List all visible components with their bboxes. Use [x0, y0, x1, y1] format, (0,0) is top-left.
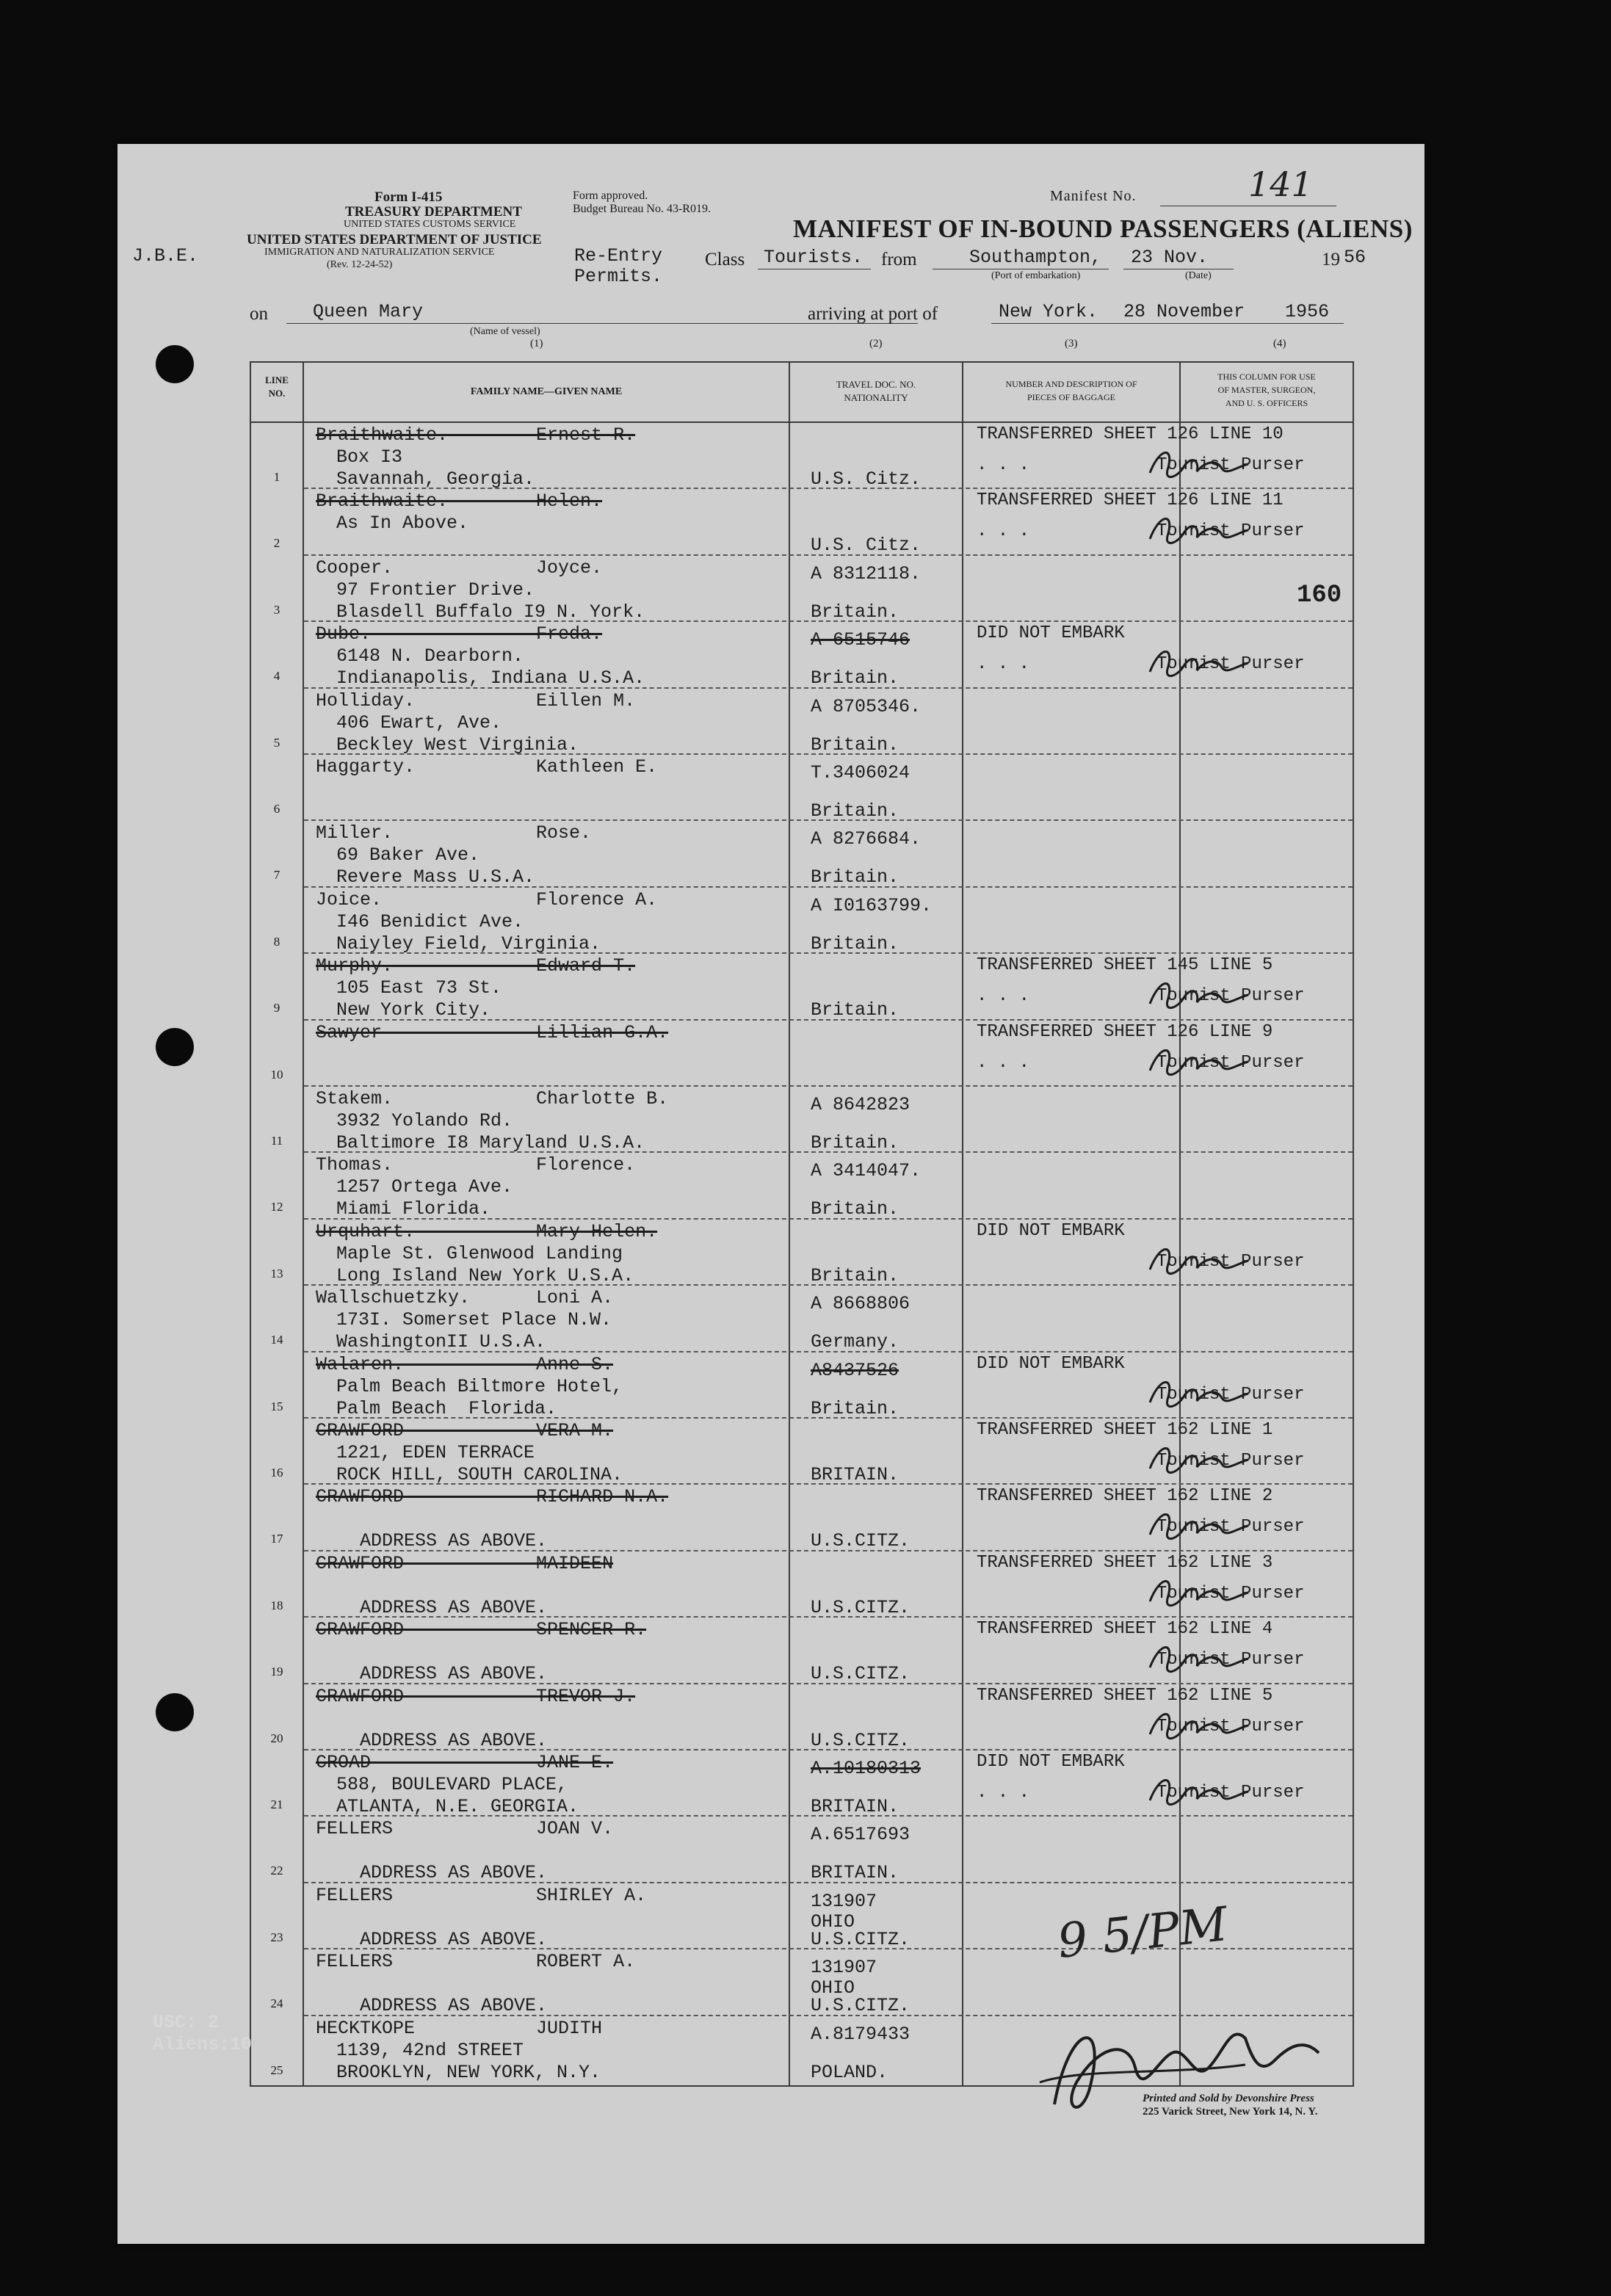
nationality: U.S.CITZ. — [811, 1928, 911, 1950]
passenger-name: HECKTKOPE JUDITH — [316, 2017, 603, 2039]
travel-doc-number: 131907 — [811, 1890, 877, 1912]
passenger-address-line1: 3932 Yolando Rd. — [336, 1110, 513, 1131]
passenger-address-line2: BROOKLYN, NEW YORK, N.Y. — [336, 2061, 601, 2083]
purser-initials-icon — [1145, 640, 1256, 691]
nationality: Britain. — [811, 1397, 899, 1419]
purser-initials-icon — [1145, 1569, 1256, 1620]
nationality: Britain. — [811, 866, 899, 888]
usc-count: USC: 2 — [153, 2012, 220, 2033]
passenger-address-line2: ADDRESS AS ABOVE. — [360, 1729, 548, 1751]
travel-doc-number: A 3414047. — [811, 1160, 922, 1182]
passenger-address-line2: ADDRESS AS ABOVE. — [360, 1995, 548, 2017]
purser-note: Tourist Purser — [977, 1583, 1305, 1604]
purser-initials-icon — [1145, 1370, 1256, 1422]
passenger-address-line2: WashingtonII U.S.A. — [336, 1331, 546, 1353]
arriving-label: arriving at port of — [808, 304, 938, 324]
line-number: 22 — [270, 1864, 283, 1878]
nationality: BRITAIN. — [811, 1796, 899, 1817]
col3-number: (3) — [1065, 338, 1078, 350]
passenger-name: Stakem. Charlotte B. — [316, 1088, 669, 1109]
baggage-status: TRANSFERRED SHEET 162 LINE 4 — [977, 1619, 1273, 1640]
family-name-header: FAMILY NAME—GIVEN NAME — [470, 386, 623, 397]
passenger-address-line2: Baltimore I8 Maryland U.S.A. — [336, 1132, 645, 1154]
line-number: 6 — [273, 802, 280, 816]
initials: J.B.E. — [132, 245, 199, 267]
row-divider — [304, 1882, 1353, 1883]
line-number: 17 — [270, 1532, 283, 1546]
col2-number: (2) — [869, 338, 883, 350]
purser-note: Tourist Purser — [977, 1716, 1305, 1737]
passenger-address-line1: 69 Baker Ave. — [336, 844, 480, 866]
passenger-name: Holliday. Eillen M. — [316, 689, 636, 711]
passenger-name: CRAWFORD VERA M. — [316, 1420, 614, 1441]
passenger-address-line1: 173I. Somerset Place N.W. — [336, 1309, 612, 1331]
passenger-address-line1: 406 Ewart, Ave. — [336, 711, 502, 734]
passenger-address-line1: 97 Frontier Drive. — [336, 579, 535, 601]
purser-initials-icon — [1145, 507, 1256, 558]
embark-caption: (Port of embarkation) — [991, 270, 1081, 281]
nationality: Germany. — [811, 1331, 899, 1353]
line-no-header1: LINE — [265, 374, 289, 385]
row-divider — [304, 1019, 1353, 1021]
travel-doc-number: A8437526 — [811, 1359, 899, 1381]
purser-initials-icon — [1145, 1702, 1256, 1753]
travel-doc-number: A.8179433 — [811, 2023, 911, 2045]
line-number: 24 — [270, 1996, 283, 2011]
nationality: U.S.CITZ. — [811, 1995, 911, 2017]
passenger-address-line1: Box I3 — [336, 446, 403, 468]
nationality: Britain. — [811, 667, 899, 689]
passenger-name: Braithwaite. Ernest R. — [316, 424, 636, 446]
line-no-header2: NO. — [268, 388, 286, 399]
printer-line1: Printed and Sold by Devonshire Press — [1143, 2093, 1314, 2104]
nationality: U.S. Citz. — [811, 535, 922, 557]
nationality: Britain. — [811, 734, 899, 756]
nationality: POLAND. — [811, 2061, 888, 2083]
passenger-name: Joice. Florence A. — [316, 888, 658, 910]
purser-note: . . . Tourist Purser — [977, 986, 1305, 1007]
date-caption: (Date) — [1185, 270, 1212, 281]
purser-note: Tourist Purser — [977, 1517, 1305, 1538]
officers-header2: OF MASTER, SURGEON, — [1217, 385, 1316, 395]
passenger-name: Dube. Freda. — [316, 623, 603, 645]
passenger-address-line1: 1257 Ortega Ave. — [336, 1176, 513, 1198]
purser-note: . . . Tourist Purser — [977, 654, 1305, 675]
travel-doc-number: A.10180313 — [811, 1758, 922, 1779]
passenger-address-line2: Palm Beach Florida. — [336, 1397, 557, 1419]
travel-doc-number: A 6515746 — [811, 629, 911, 651]
nationality: U.S.CITZ. — [811, 1596, 911, 1618]
form-number: Form I-415 — [374, 189, 443, 205]
passenger-name: Murphy. Edward T. — [316, 955, 636, 977]
line-number: 8 — [273, 934, 280, 949]
vessel-name: Queen Mary — [313, 301, 424, 322]
passenger-address-line2: Blasdell Buffalo I9 N. York. — [336, 601, 645, 623]
passenger-address-line2: ADDRESS AS ABOVE. — [360, 1663, 548, 1685]
baggage-status: DID NOT EMBARK — [977, 1220, 1125, 1241]
purser-initials-icon — [1145, 441, 1256, 492]
passenger-address-line2: ADDRESS AS ABOVE. — [360, 1596, 548, 1618]
col1-number: (1) — [530, 338, 543, 350]
line-number: 13 — [270, 1266, 283, 1281]
travel-doc-number: 131907 — [811, 1957, 877, 1979]
officers-header1: THIS COLUMN FOR USE — [1217, 372, 1316, 382]
passenger-address-line1: 6148 N. Dearborn. — [336, 645, 524, 667]
line-number: 3 — [273, 602, 280, 617]
passenger-address-line2: ROCK HILL, SOUTH CAROLINA. — [336, 1464, 623, 1485]
row-divider — [304, 753, 1353, 755]
arrival-port: New York. — [999, 301, 1098, 322]
nationality: Britain. — [811, 1264, 899, 1286]
line-number: 25 — [270, 2063, 283, 2077]
travel-doc-number: A I0163799. — [811, 894, 933, 916]
nationality: Britain. — [811, 999, 899, 1021]
passenger-name: Cooper. Joyce. — [316, 557, 603, 579]
baggage-status: TRANSFERRED SHEET 162 LINE 1 — [977, 1420, 1273, 1440]
passenger-address-line2: Long Island New York U.S.A. — [336, 1264, 634, 1286]
passenger-name: CROAD JANE E. — [316, 1752, 614, 1773]
passenger-address-line2: Naiyley Field, Virginia. — [336, 932, 601, 955]
travel-doc-number: A 8705346. — [811, 695, 922, 717]
purser-note: . . . Tourist Purser — [977, 1783, 1305, 1803]
purser-initials-icon — [1145, 1768, 1256, 1819]
row-divider — [304, 687, 1353, 689]
manifest-no-label: Manifest No. — [1050, 188, 1137, 204]
baggage-status: TRANSFERRED SHEET 162 LINE 2 — [977, 1486, 1273, 1507]
class-value: Tourists. — [764, 247, 864, 268]
line-number: 7 — [273, 868, 280, 883]
nationality: Britain. — [811, 800, 899, 822]
nationality: Britain. — [811, 1198, 899, 1220]
embark-date: 23 Nov. — [1131, 247, 1209, 268]
row-divider — [304, 1284, 1353, 1286]
baggage-status: TRANSFERRED SHEET 145 LINE 5 — [977, 955, 1273, 976]
baggage-status: TRANSFERRED SHEET 162 LINE 5 — [977, 1685, 1273, 1706]
form-approved: Form approved. — [573, 189, 648, 202]
on-label: on — [250, 304, 268, 324]
passenger-address-line1: As In Above. — [336, 513, 469, 535]
arrival-year: 1956 — [1285, 301, 1330, 322]
binder-hole-middle — [156, 1028, 194, 1066]
nationality: U.S.CITZ. — [811, 1530, 911, 1552]
travel-doc-number: A.6517693 — [811, 1824, 911, 1846]
row-divider — [304, 1749, 1353, 1750]
nationality: BRITAIN. — [811, 1464, 899, 1485]
line-number: 9 — [273, 1001, 280, 1015]
passenger-name: CRAWFORD TREVOR J. — [316, 1685, 636, 1707]
embark-port: Southampton, — [969, 247, 1102, 268]
baggage-status: DID NOT EMBARK — [977, 623, 1125, 644]
row-divider — [304, 1151, 1353, 1153]
nationality: U.S. Citz. — [811, 468, 922, 490]
baggage-status: TRANSFERRED SHEET 126 LINE 11 — [977, 490, 1284, 511]
passenger-address-line1: 1139, 42nd STREET — [336, 2039, 524, 2061]
travel-doc-number: A 8276684. — [811, 828, 922, 850]
passenger-address-line1: 105 East 73 St. — [336, 977, 502, 999]
travel-doc-header: TRAVEL DOC. NO. — [836, 379, 916, 390]
nationality: Britain. — [811, 932, 899, 955]
row-divider — [304, 1616, 1353, 1618]
nationality: Britain. — [811, 1132, 899, 1154]
reentry-line2: Permits. — [574, 266, 663, 287]
line-number: 19 — [270, 1665, 283, 1679]
purser-initials-icon — [1145, 1038, 1256, 1090]
nationality: BRITAIN. — [811, 1862, 899, 1884]
purser-initials-icon — [1145, 1635, 1256, 1687]
col4-number: (4) — [1273, 338, 1286, 350]
row-divider — [304, 1815, 1353, 1817]
passenger-name: FELLERS SHIRLEY A. — [316, 1884, 647, 1906]
passenger-name: Miller. Rose. — [316, 822, 592, 844]
line-number: 1 — [273, 470, 280, 484]
baggage-header2: PIECES OF BAGGAGE — [1027, 392, 1115, 402]
row-divider — [304, 488, 1353, 489]
passenger-address-line2: ADDRESS AS ABOVE. — [360, 1928, 548, 1950]
baggage-status: TRANSFERRED SHEET 126 LINE 9 — [977, 1021, 1273, 1042]
passenger-name: Haggarty. Kathleen E. — [316, 756, 658, 778]
row-divider — [304, 620, 1353, 622]
customs-service: UNITED STATES CUSTOMS SERVICE — [344, 219, 516, 230]
baggage-status: DID NOT EMBARK — [977, 1353, 1125, 1374]
nationality-header: NATIONALITY — [844, 392, 908, 403]
printer-line2: 225 Varick Street, New York 14, N. Y. — [1143, 2106, 1318, 2118]
passenger-name: Wallschuetzky. Loni A. — [316, 1287, 614, 1309]
baggage-header1: NUMBER AND DESCRIPTION OF — [1005, 379, 1137, 389]
officers-header3: AND U. S. OFFICERS — [1225, 398, 1308, 408]
nationality: U.S.CITZ. — [811, 1663, 911, 1685]
year-suffix: 56 — [1344, 247, 1366, 268]
treasury-dept: TREASURY DEPARTMENT — [345, 204, 522, 220]
passenger-name: Urquhart. Mary Helen. — [316, 1220, 658, 1242]
manifest-number: 141 — [1248, 164, 1313, 204]
line-number: 2 — [273, 536, 280, 551]
purser-note: . . . Tourist Purser — [977, 521, 1305, 542]
row-divider — [304, 1085, 1353, 1087]
passenger-address-line1: Maple St. Glenwood Landing — [336, 1242, 623, 1264]
passenger-address-line2: Beckley West Virginia. — [336, 734, 579, 756]
purser-initials-icon — [1145, 1502, 1256, 1554]
passenger-address-line2: Savannah, Georgia. — [336, 468, 535, 490]
nationality: Britain. — [811, 601, 899, 623]
manifest-sheet — [117, 144, 1424, 2244]
passenger-name: Walaren. Anne S. — [316, 1353, 614, 1375]
binder-hole-bottom — [156, 1693, 194, 1731]
row-divider — [304, 1550, 1353, 1551]
form-revision: (Rev. 12-24-52) — [327, 259, 393, 270]
passenger-address-line2: Indianapolis, Indiana U.S.A. — [336, 667, 645, 689]
line-number: 14 — [270, 1333, 283, 1347]
binder-hole-top — [156, 345, 194, 383]
purser-note: Tourist Purser — [977, 1650, 1305, 1670]
passenger-address-line1: 588, BOULEVARD PLACE, — [336, 1774, 568, 1795]
passenger-name: FELLERS ROBERT A. — [316, 1951, 636, 1973]
row-divider — [304, 554, 1353, 556]
travel-doc-state: OHIO — [811, 1977, 855, 1999]
row-divider — [304, 886, 1353, 888]
travel-doc-state: OHIO — [811, 1911, 855, 1933]
line-number: 4 — [273, 669, 280, 684]
line-number: 10 — [270, 1067, 283, 1082]
passenger-address-line2: Miami Florida. — [336, 1198, 491, 1220]
purser-note: . . . Tourist Purser — [977, 1052, 1305, 1073]
handwritten-count: 9 5/PM — [1054, 1897, 1231, 1969]
nationality: U.S.CITZ. — [811, 1729, 911, 1751]
passenger-name: Braithwaite. Helen. — [316, 490, 603, 513]
passenger-name: Sawyer Lillian G.A. — [316, 1021, 669, 1043]
purser-initials-icon — [1145, 971, 1256, 1023]
row-divider — [304, 1483, 1353, 1485]
row-divider — [304, 819, 1353, 821]
year-prefix: 19 — [1322, 250, 1340, 269]
passenger-name: CRAWFORD RICHARD N.A. — [316, 1486, 669, 1508]
baggage-status: TRANSFERRED SHEET 126 LINE 10 — [977, 424, 1284, 444]
travel-doc-number: A 8642823 — [811, 1094, 911, 1115]
row-divider — [304, 1683, 1353, 1684]
purser-note: Tourist Purser — [977, 1451, 1305, 1471]
purser-initials-icon — [1145, 1237, 1256, 1289]
class-label: Class — [705, 250, 745, 269]
purser-initials-icon — [1145, 1436, 1256, 1488]
passenger-address-line1: I46 Benidict Ave. — [336, 910, 524, 932]
purser-note: Tourist Purser — [977, 1384, 1305, 1405]
passenger-name: Thomas. Florence. — [316, 1154, 636, 1176]
reentry-line1: Re-Entry — [574, 245, 663, 267]
line-number: 5 — [273, 735, 280, 750]
passenger-name: FELLERS JOAN V. — [316, 1818, 614, 1840]
travel-doc-number: T.3406024 — [811, 762, 911, 783]
line-number: 12 — [270, 1200, 283, 1214]
purser-note: . . . Tourist Purser — [977, 455, 1305, 475]
from-label: from — [881, 250, 917, 269]
budget-bureau: Budget Bureau No. 43-R019. — [573, 203, 711, 215]
line-number: 23 — [270, 1930, 283, 1944]
passenger-address-line2: ADDRESS AS ABOVE. — [360, 1862, 548, 1884]
line-number: 11 — [270, 1134, 283, 1148]
ins-service: IMMIGRATION AND NATURALIZATION SERVICE — [264, 247, 495, 258]
row-divider — [304, 1351, 1353, 1352]
travel-doc-number: A 8668806 — [811, 1293, 911, 1315]
row-divider — [304, 1417, 1353, 1419]
baggage-status: DID NOT EMBARK — [977, 1752, 1125, 1772]
document-title: MANIFEST OF IN-BOUND PASSENGERS (ALIENS) — [793, 214, 1413, 243]
passenger-address-line2: Revere Mass U.S.A. — [336, 866, 535, 888]
row-divider — [304, 952, 1353, 954]
passenger-address-line1: 1221, EDEN TERRACE — [336, 1442, 535, 1463]
vessel-caption: (Name of vessel) — [470, 326, 540, 337]
baggage-status: TRANSFERRED SHEET 162 LINE 3 — [977, 1552, 1273, 1573]
passenger-address-line1: Palm Beach Biltmore Hotel, — [336, 1375, 623, 1397]
passenger-address-line2: New York City. — [336, 999, 491, 1021]
travel-doc-number: A 8312118. — [811, 562, 922, 584]
passenger-address-line2: ATLANTA, N.E. GEORGIA. — [336, 1796, 579, 1817]
passenger-address-line2: ADDRESS AS ABOVE. — [360, 1530, 548, 1552]
line-number: 15 — [270, 1399, 283, 1413]
arrival-date: 28 November — [1123, 301, 1245, 322]
annotation-160: 160 — [1297, 582, 1342, 609]
line-number: 20 — [270, 1731, 283, 1745]
justice-dept: UNITED STATES DEPARTMENT OF JUSTICE — [247, 232, 542, 247]
line-number: 18 — [270, 1598, 283, 1612]
aliens-count: Aliens:10 — [153, 2034, 253, 2055]
line-number: 21 — [270, 1797, 283, 1811]
row-divider — [304, 1218, 1353, 1220]
passenger-name: CRAWFORD SPENCER R. — [316, 1619, 647, 1641]
line-number: 16 — [270, 1466, 283, 1480]
purser-note: Tourist Purser — [977, 1251, 1305, 1272]
passenger-name: CRAWFORD MAIDEEN — [316, 1552, 614, 1574]
